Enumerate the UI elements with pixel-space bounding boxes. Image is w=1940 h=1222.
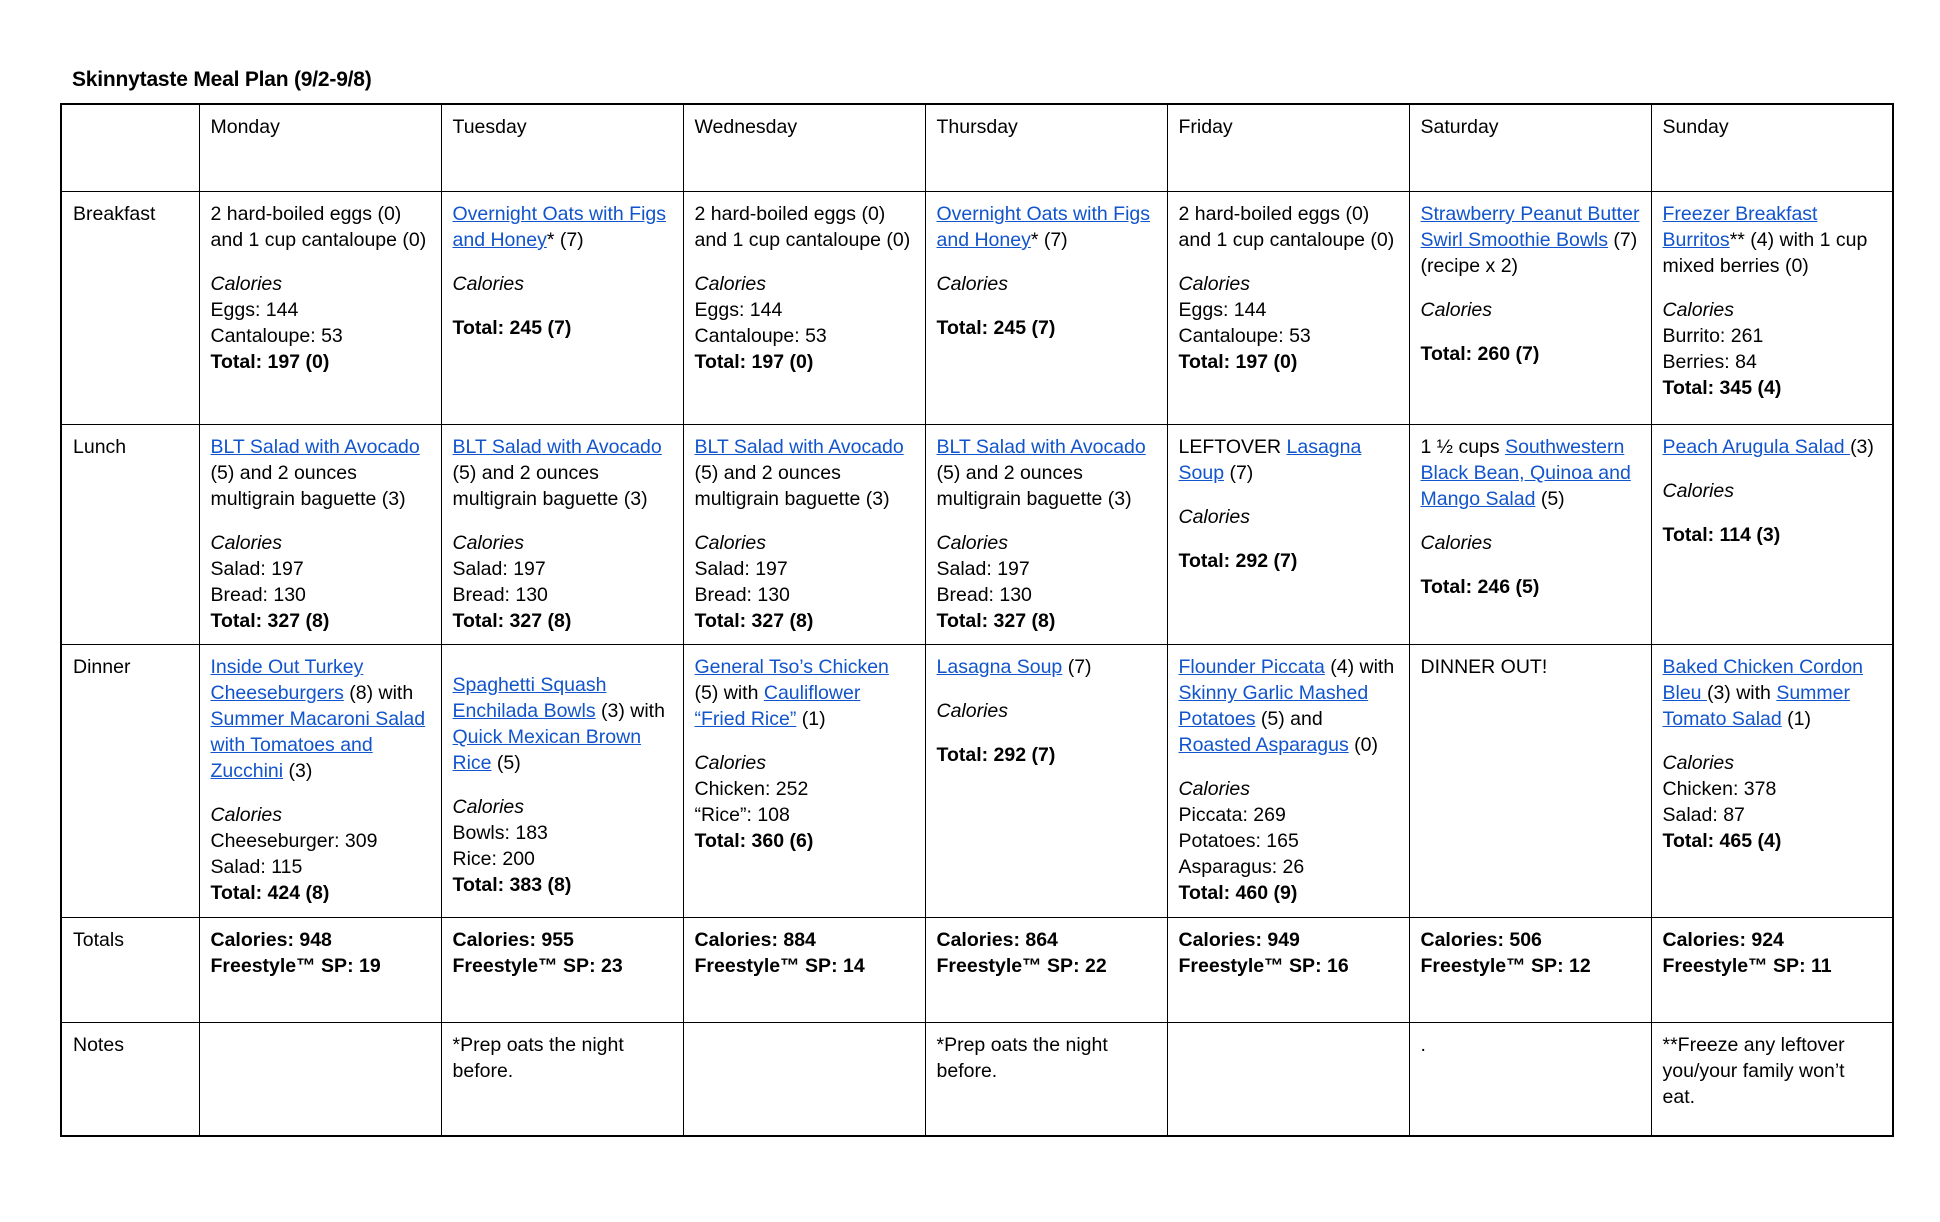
table-row-breakfast xyxy=(61,192,1893,425)
calorie-line: Rice: 200 xyxy=(452,847,535,870)
header-monday: Monday xyxy=(199,104,441,192)
calorie-total: Total: 114 (3) xyxy=(1662,523,1781,546)
header-sunday: Sunday xyxy=(1651,104,1893,192)
recipe-link[interactable]: Cauliflower “Fried Rice” xyxy=(694,682,861,731)
cell-lunch-sunday xyxy=(1651,425,1893,645)
calorie-total: Total: 246 (5) xyxy=(1420,575,1540,598)
calorie-line: Cheeseburger: 309 xyxy=(210,829,378,852)
calorie-total: Total: 197 (0) xyxy=(694,350,814,373)
spacer xyxy=(695,254,915,272)
recipe-link[interactable]: Flounder Piccata xyxy=(1178,656,1325,679)
header-saturday: Saturday xyxy=(1409,104,1651,192)
cell-breakfast-monday xyxy=(199,192,441,425)
meal-description xyxy=(937,202,1157,254)
table-row-notes xyxy=(61,1022,1893,1136)
spacer xyxy=(1179,487,1399,505)
calorie-line: Salad: 197 xyxy=(694,557,788,580)
cell-totals-sunday xyxy=(1651,917,1893,1022)
header-thursday: Thursday xyxy=(925,104,1167,192)
cell-breakfast-thursday xyxy=(925,192,1167,425)
recipe-link[interactable]: Lasagna Soup xyxy=(936,656,1063,679)
spacer xyxy=(695,733,915,751)
meal-description xyxy=(1179,435,1399,487)
meal-description xyxy=(695,435,915,513)
recipe-link[interactable]: Overnight Oats with Figs and Honey xyxy=(936,203,1150,252)
spacer xyxy=(1179,759,1399,777)
calories-label: Calories xyxy=(452,796,525,819)
spacer xyxy=(1421,557,1641,575)
calorie-total: Total: 197 (0) xyxy=(1178,350,1298,373)
calorie-total: Total: 465 (4) xyxy=(1662,829,1782,852)
calorie-line: Salad: 87 xyxy=(1662,804,1745,827)
cell-breakfast-saturday xyxy=(1409,192,1651,425)
meal-description xyxy=(453,435,673,513)
cell-breakfast-sunday xyxy=(1651,192,1893,425)
cell-totals-friday xyxy=(1167,917,1409,1022)
table-row-dinner xyxy=(61,645,1893,917)
spacer xyxy=(211,785,431,803)
cell-lunch-tuesday xyxy=(441,425,683,645)
spacer xyxy=(1421,280,1641,298)
recipe-link[interactable]: Skinny Garlic Mashed Potatoes xyxy=(1178,682,1369,731)
calories-label: Calories xyxy=(210,804,283,827)
calories-label: Calories xyxy=(936,531,1009,554)
recipe-link[interactable]: Southwestern Black Bean, Quinoa and Mango Salad xyxy=(1420,436,1631,510)
meal-suffix: ** (4) with 1 cup mixed berries (0) xyxy=(1662,229,1868,277)
calorie-total: Total: 327 (8) xyxy=(452,609,572,632)
calorie-total: Total: 197 (0) xyxy=(210,350,330,373)
recipe-link[interactable]: Overnight Oats with Figs and Honey xyxy=(452,203,666,252)
calorie-line: Bread: 130 xyxy=(694,583,790,606)
cell-dinner-thursday xyxy=(925,645,1167,917)
calories-label: Calories xyxy=(1662,298,1735,321)
meal-description xyxy=(453,673,673,777)
meal-description: 2 hard-boiled eggs (0) and 1 cup cantaloupe (0) xyxy=(694,203,911,252)
cell-breakfast-tuesday xyxy=(441,192,683,425)
spacer xyxy=(453,513,673,531)
calorie-total: Total: 383 (8) xyxy=(452,873,572,896)
spacer xyxy=(937,681,1157,699)
header-corner-blank xyxy=(61,104,199,192)
meal-description xyxy=(1663,202,1883,280)
calorie-total: Total: 327 (8) xyxy=(694,609,814,632)
totals-calories: Calories: 864 xyxy=(936,928,1058,951)
meal-suffix: (7) (recipe x 2) xyxy=(1420,229,1638,277)
spacer xyxy=(937,298,1157,316)
header-friday: Friday xyxy=(1167,104,1409,192)
meal-description xyxy=(453,202,673,254)
cell-lunch-friday xyxy=(1167,425,1409,645)
calories-label: Calories xyxy=(694,752,767,775)
calorie-line: Bread: 130 xyxy=(936,583,1032,606)
recipe-link[interactable]: Inside Out Turkey Cheeseburgers xyxy=(210,656,364,705)
calories-label: Calories xyxy=(1178,272,1251,295)
totals-calories: Calories: 949 xyxy=(1178,928,1300,951)
cell-notes-sunday: **Freeze any leftover you/your family won’t eat. xyxy=(1651,1022,1893,1136)
calorie-line: Salad: 197 xyxy=(452,557,546,580)
spacer xyxy=(695,513,915,531)
cell-breakfast-wednesday xyxy=(683,192,925,425)
cell-totals-tuesday xyxy=(441,917,683,1022)
spacer xyxy=(453,655,673,673)
totals-calories: Calories: 948 xyxy=(210,928,332,951)
spacer xyxy=(1663,280,1883,298)
calorie-total: Total: 424 (8) xyxy=(210,881,330,904)
totals-points: Freestyle™ SP: 11 xyxy=(1662,954,1832,977)
calorie-total: Total: 292 (7) xyxy=(1178,549,1298,572)
meal-description: 2 hard-boiled eggs (0) and 1 cup cantaloupe (0) xyxy=(210,203,427,252)
table-header-row xyxy=(61,104,1893,192)
cell-totals-wednesday xyxy=(683,917,925,1022)
recipe-link[interactable]: General Tso’s Chicken xyxy=(694,656,889,679)
totals-points: Freestyle™ SP: 19 xyxy=(210,954,381,977)
totals-calories: Calories: 884 xyxy=(694,928,816,951)
meal-suffix: (5) xyxy=(491,752,521,775)
meal-connector: (3) with xyxy=(1706,682,1777,705)
calorie-total: Total: 360 (6) xyxy=(694,829,814,852)
calories-label: Calories xyxy=(936,700,1009,723)
calorie-line: Potatoes: 165 xyxy=(1178,829,1299,852)
calorie-line: Salad: 197 xyxy=(936,557,1030,580)
calories-label: Calories xyxy=(1662,752,1735,775)
recipe-link[interactable]: BLT Salad with Avocado xyxy=(210,436,420,459)
row-label-breakfast: Breakfast xyxy=(61,192,199,425)
recipe-link[interactable]: Summer Tomato Salad xyxy=(1662,682,1850,731)
calorie-line: Burrito: 261 xyxy=(1662,324,1764,347)
cell-notes-wednesday xyxy=(683,1022,925,1136)
table-row-lunch xyxy=(61,425,1893,645)
meal-suffix: (5) and 2 ounces multigrain baguette (3) xyxy=(936,462,1132,510)
calorie-line: Salad: 197 xyxy=(210,557,304,580)
header-tuesday: Tuesday xyxy=(441,104,683,192)
recipe-link[interactable]: BLT Salad with Avocado xyxy=(936,436,1146,459)
meal-suffix: (1) xyxy=(1781,708,1811,731)
calorie-total: Total: 245 (7) xyxy=(936,316,1056,339)
totals-calories: Calories: 955 xyxy=(452,928,574,951)
calorie-line: Bowls: 183 xyxy=(452,821,548,844)
meal-suffix: * (7) xyxy=(546,229,584,252)
totals-points: Freestyle™ SP: 14 xyxy=(694,954,865,977)
totals-calories: Calories: 924 xyxy=(1662,928,1784,951)
calorie-line: “Rice”: 108 xyxy=(694,804,790,827)
calorie-line: Eggs: 144 xyxy=(694,298,783,321)
calories-label: Calories xyxy=(694,531,767,554)
recipe-link[interactable]: Peach Arugula Salad xyxy=(1662,436,1851,459)
calories-label: Calories xyxy=(210,272,283,295)
meal-description xyxy=(695,655,915,733)
calories-label: Calories xyxy=(694,272,767,295)
calorie-total: Total: 292 (7) xyxy=(936,744,1056,767)
meal-description xyxy=(211,435,431,513)
meal-suffix: (5) and 2 ounces multigrain baguette (3) xyxy=(694,462,890,510)
meal-connector: (3) with xyxy=(595,700,665,723)
meal-description xyxy=(211,655,431,785)
recipe-link[interactable]: Lasagna Soup xyxy=(1178,436,1362,485)
recipe-link[interactable]: Roasted Asparagus xyxy=(1178,734,1349,757)
spacer xyxy=(937,513,1157,531)
calorie-total: Total: 327 (8) xyxy=(210,609,330,632)
calories-label: Calories xyxy=(1178,778,1251,801)
calorie-line: Chicken: 252 xyxy=(694,778,809,801)
recipe-link[interactable]: BLT Salad with Avocado xyxy=(452,436,662,459)
cell-dinner-monday xyxy=(199,645,441,917)
calorie-total: Total: 345 (4) xyxy=(1662,376,1782,399)
recipe-link[interactable]: Freezer Breakfast Burritos xyxy=(1662,203,1818,252)
meal-suffix: (3) xyxy=(283,760,313,783)
recipe-link[interactable]: Spaghetti Squash Enchilada Bowls xyxy=(452,674,607,723)
spacer xyxy=(453,254,673,272)
meal-connector: (4) with xyxy=(1324,656,1395,679)
meal-suffix: (0) xyxy=(1348,734,1378,757)
meal-description xyxy=(1179,655,1399,759)
calorie-line: Salad: 115 xyxy=(210,855,303,878)
calories-label: Calories xyxy=(1662,479,1735,502)
spacer xyxy=(1663,461,1883,479)
calories-label: Calories xyxy=(452,272,525,295)
meal-prefix: LEFTOVER xyxy=(1178,436,1287,459)
meal-description xyxy=(1421,202,1641,280)
totals-calories: Calories: 506 xyxy=(1420,928,1542,951)
calories-label: Calories xyxy=(1420,298,1493,321)
meal-description xyxy=(937,655,1157,681)
meal-suffix: (7) xyxy=(1062,656,1092,679)
calorie-line: Bread: 130 xyxy=(210,583,306,606)
page-title: Skinnytaste Meal Plan (9/2-9/8) xyxy=(72,68,372,91)
meal-description xyxy=(937,435,1157,513)
spacer xyxy=(453,298,673,316)
spacer xyxy=(937,254,1157,272)
totals-points: Freestyle™ SP: 23 xyxy=(452,954,623,977)
calories-label: Calories xyxy=(210,531,283,554)
meal-suffix: (7) xyxy=(1224,462,1254,485)
cell-totals-saturday xyxy=(1409,917,1651,1022)
cell-lunch-thursday xyxy=(925,425,1167,645)
cell-dinner-wednesday xyxy=(683,645,925,917)
row-label-dinner: Dinner xyxy=(61,645,199,917)
cell-lunch-saturday xyxy=(1409,425,1651,645)
spacer xyxy=(1663,505,1883,523)
recipe-link[interactable]: Strawberry Peanut Butter Swirl Smoothie Bowls xyxy=(1420,203,1640,252)
calorie-line: Cantaloupe: 53 xyxy=(210,324,343,347)
calorie-line: Bread: 130 xyxy=(452,583,548,606)
cell-dinner-tuesday xyxy=(441,645,683,917)
calorie-line: Piccata: 269 xyxy=(1178,804,1286,827)
meal-prefix: 1 ½ cups xyxy=(1420,436,1506,459)
calories-label: Calories xyxy=(452,531,525,554)
meal-suffix: (5) and 2 ounces multigrain baguette (3) xyxy=(210,462,406,510)
cell-dinner-friday xyxy=(1167,645,1409,917)
spacer xyxy=(211,513,431,531)
cell-breakfast-friday xyxy=(1167,192,1409,425)
calories-label: Calories xyxy=(1420,531,1493,554)
spacer xyxy=(1421,513,1641,531)
cell-notes-saturday: . xyxy=(1409,1022,1651,1136)
meal-connector: (8) with xyxy=(343,682,414,705)
meal-connector: (5) and xyxy=(1255,708,1323,731)
row-label-lunch: Lunch xyxy=(61,425,199,645)
meal-suffix: * (7) xyxy=(1030,229,1068,252)
calorie-line: Eggs: 144 xyxy=(210,298,299,321)
cell-notes-thursday: *Prep oats the night before. xyxy=(925,1022,1167,1136)
calorie-line: Chicken: 378 xyxy=(1662,778,1777,801)
meal-description xyxy=(1421,435,1641,513)
spacer xyxy=(1663,733,1883,751)
recipe-link[interactable]: Quick Mexican Brown Rice xyxy=(452,726,642,775)
cell-totals-thursday xyxy=(925,917,1167,1022)
totals-points: Freestyle™ SP: 22 xyxy=(936,954,1107,977)
spacer xyxy=(1179,531,1399,549)
spacer xyxy=(211,254,431,272)
spacer xyxy=(1179,254,1399,272)
spacer xyxy=(1421,324,1641,342)
calories-label: Calories xyxy=(936,272,1009,295)
cell-lunch-monday xyxy=(199,425,441,645)
cell-dinner-sunday xyxy=(1651,645,1893,917)
calorie-total: Total: 460 (9) xyxy=(1178,881,1298,904)
table-row-totals xyxy=(61,917,1893,1022)
cell-lunch-wednesday xyxy=(683,425,925,645)
calorie-line: Cantaloupe: 53 xyxy=(1178,324,1311,347)
meal-description xyxy=(1663,435,1883,461)
meal-plan-table xyxy=(60,103,1894,1137)
calorie-total: Total: 245 (7) xyxy=(452,316,572,339)
calorie-line: Cantaloupe: 53 xyxy=(694,324,827,347)
row-label-totals: Totals xyxy=(61,917,199,1022)
cell-totals-monday xyxy=(199,917,441,1022)
cell-notes-friday xyxy=(1167,1022,1409,1136)
calories-label: Calories xyxy=(1178,505,1251,528)
calorie-total: Total: 260 (7) xyxy=(1420,342,1540,365)
totals-points: Freestyle™ SP: 16 xyxy=(1178,954,1349,977)
calorie-line: Eggs: 144 xyxy=(1178,298,1267,321)
meal-description xyxy=(1663,655,1883,733)
recipe-link[interactable]: Summer Macaroni Salad with Tomatoes and Zucchini xyxy=(210,708,426,783)
cell-notes-monday xyxy=(199,1022,441,1136)
calorie-line: Berries: 84 xyxy=(1662,350,1757,373)
spacer xyxy=(453,777,673,795)
meal-connector: (5) with xyxy=(694,682,764,705)
meal-suffix: (1) xyxy=(796,708,826,731)
dinner-out-text: DINNER OUT! xyxy=(1420,656,1548,679)
meal-suffix: (5) xyxy=(1535,487,1565,510)
meal-suffix: (5) and 2 ounces multigrain baguette (3) xyxy=(452,462,648,510)
spacer xyxy=(937,725,1157,743)
calorie-total: Total: 327 (8) xyxy=(936,609,1056,632)
header-wednesday: Wednesday xyxy=(683,104,925,192)
recipe-link[interactable]: Baked Chicken Cordon Bleu xyxy=(1662,656,1864,705)
totals-points: Freestyle™ SP: 12 xyxy=(1420,954,1591,977)
meal-suffix: (3) xyxy=(1850,436,1874,459)
row-label-notes: Notes xyxy=(61,1022,199,1136)
cell-dinner-saturday xyxy=(1409,645,1651,917)
recipe-link[interactable]: BLT Salad with Avocado xyxy=(694,436,904,459)
cell-notes-tuesday: *Prep oats the night before. xyxy=(441,1022,683,1136)
meal-description: 2 hard-boiled eggs (0) and 1 cup cantaloupe (0) xyxy=(1178,203,1395,252)
calorie-line: Asparagus: 26 xyxy=(1178,855,1305,878)
